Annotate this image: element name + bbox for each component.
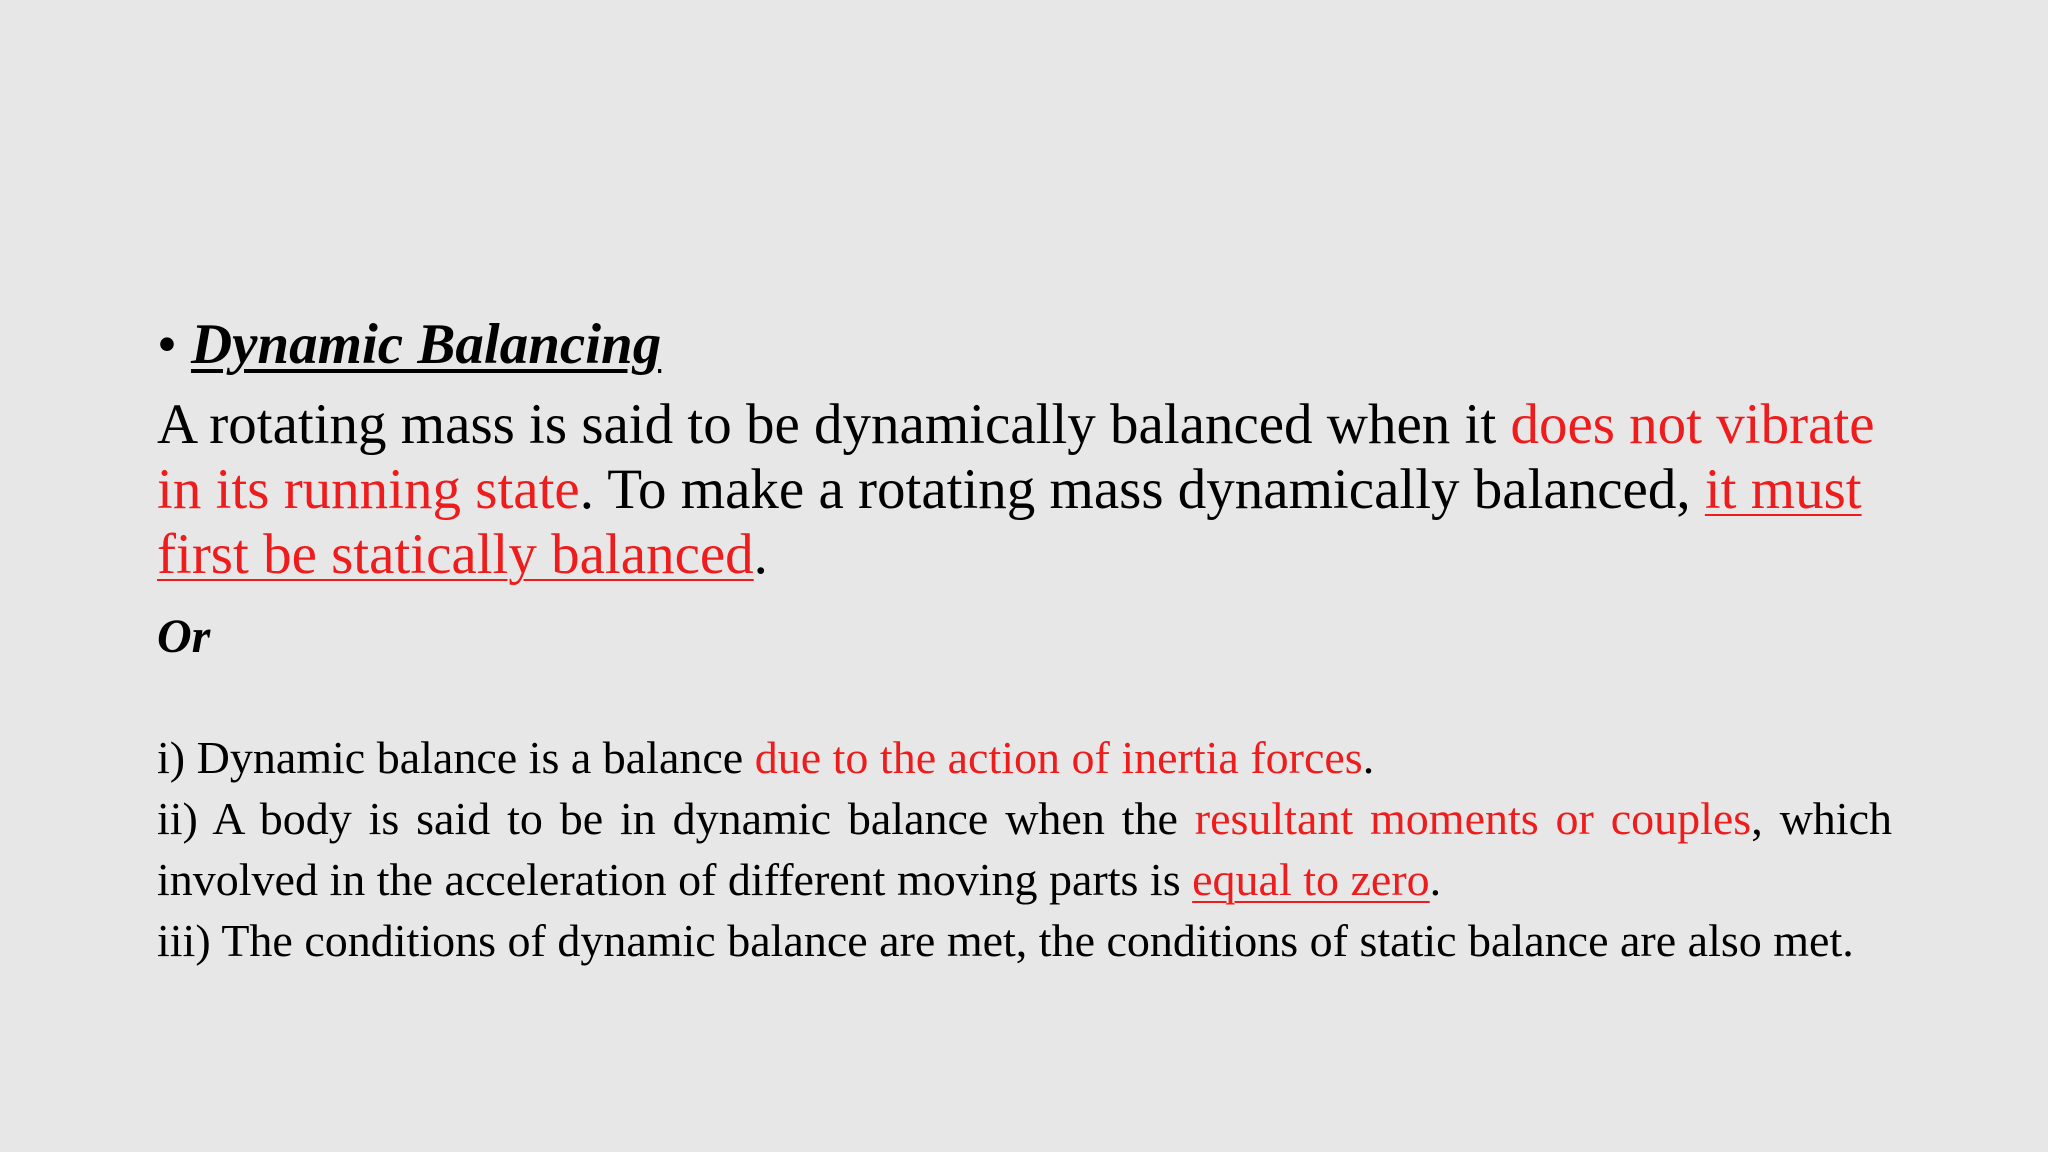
bullet-icon: • — [157, 313, 177, 376]
intro-text-1: A rotating mass is said to be dynamically balanced when it — [157, 393, 1511, 456]
item-3-text: iii) The conditions of dynamic balance are met, the conditions of static balance are also met. — [157, 915, 1854, 966]
item-2-text-1: ii) A body is said to be in dynamic balance when the — [157, 793, 1195, 844]
section-heading — [157, 310, 1892, 380]
slide-content — [157, 310, 1892, 971]
intro-text-2: . To make a rotating mass dynamically balanced, — [579, 458, 1705, 521]
item-2-highlight-2: equal to zero — [1192, 854, 1430, 905]
item-2-text-2: , which involved in the acceleration of different moving parts is — [157, 793, 1892, 905]
definition-item-3 — [157, 910, 1892, 971]
intro-highlight-2: it must first be statically balanced — [157, 458, 1862, 586]
definition-item-2 — [157, 788, 1892, 910]
intro-highlight-1: does not vibrate in its running state — [157, 393, 1875, 521]
definition-list — [157, 727, 1892, 971]
intro-paragraph — [157, 392, 1892, 587]
item-1-end: . — [1362, 732, 1375, 783]
item-1-text: i) Dynamic balance is a balance — [157, 732, 755, 783]
item-1-highlight: due to the action of inertia forces — [754, 732, 1363, 783]
intro-text-3: . — [753, 523, 768, 586]
or-label: Or — [157, 610, 211, 663]
heading-title: Dynamic Balancing — [190, 313, 662, 376]
item-2-highlight-1: resultant moments or couples — [1194, 793, 1752, 844]
item-2-end: . — [1429, 854, 1442, 905]
definition-item-1 — [157, 727, 1892, 788]
